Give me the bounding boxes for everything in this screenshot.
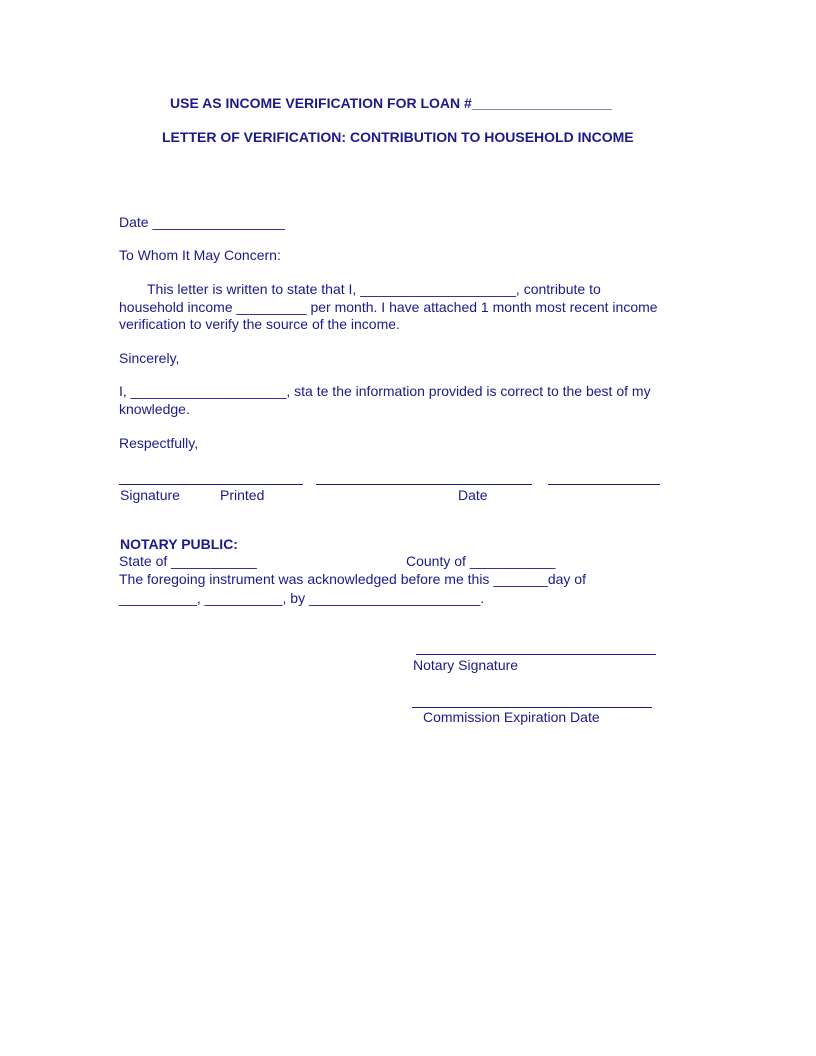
paragraph-1-line-3: verification to verify the source of the income. <box>119 316 400 332</box>
paragraph-2-line-2: knowledge. <box>119 401 190 417</box>
closing-sincerely: Sincerely, <box>119 350 180 366</box>
loan-title <box>170 95 612 112</box>
date-signature-line <box>548 484 660 485</box>
commission-expiration-line <box>412 707 652 708</box>
acknowledgment-line-1: The foregoing instrument was acknowledged before me this _______day of <box>119 571 586 587</box>
commission-expiration-label: Commission Expiration Date <box>423 709 600 725</box>
acknowledgment-line-2: __________, __________, by ______________________. <box>119 590 485 606</box>
paragraph-1-line-2: household income _________ per month. I have attached 1 month most recent income <box>119 299 658 315</box>
state-line: State of ___________ <box>119 553 257 569</box>
paragraph-1-line-1: This letter is written to state that I, ____________________, contribute to <box>147 281 601 297</box>
printed-name-line <box>316 484 532 485</box>
signature-label: Signature <box>120 487 180 503</box>
date-line: Date _________________ <box>119 214 285 230</box>
notary-signature-label: Notary Signature <box>413 657 519 673</box>
county-line: County of ___________ <box>406 553 556 569</box>
closing-respectfully: Respectfully, <box>119 435 199 451</box>
signature-line <box>119 484 303 485</box>
printed-label: Printed <box>220 487 265 503</box>
loan-title-text: USE AS INCOME VERIFICATION FOR LOAN # <box>170 95 472 111</box>
notary-signature-line <box>416 654 656 655</box>
salutation: To Whom It May Concern: <box>119 247 281 263</box>
notary-heading: NOTARY PUBLIC: <box>120 536 238 552</box>
loan-number-blank: __________________ <box>471 95 612 111</box>
letter-title: LETTER OF VERIFICATION: CONTRIBUTION TO HOUSEHOLD INCOME <box>162 129 634 145</box>
paragraph-2-line-1: I, ____________________, sta te the information provided is correct to the best of my <box>119 383 651 399</box>
date-label: Date <box>458 487 488 503</box>
